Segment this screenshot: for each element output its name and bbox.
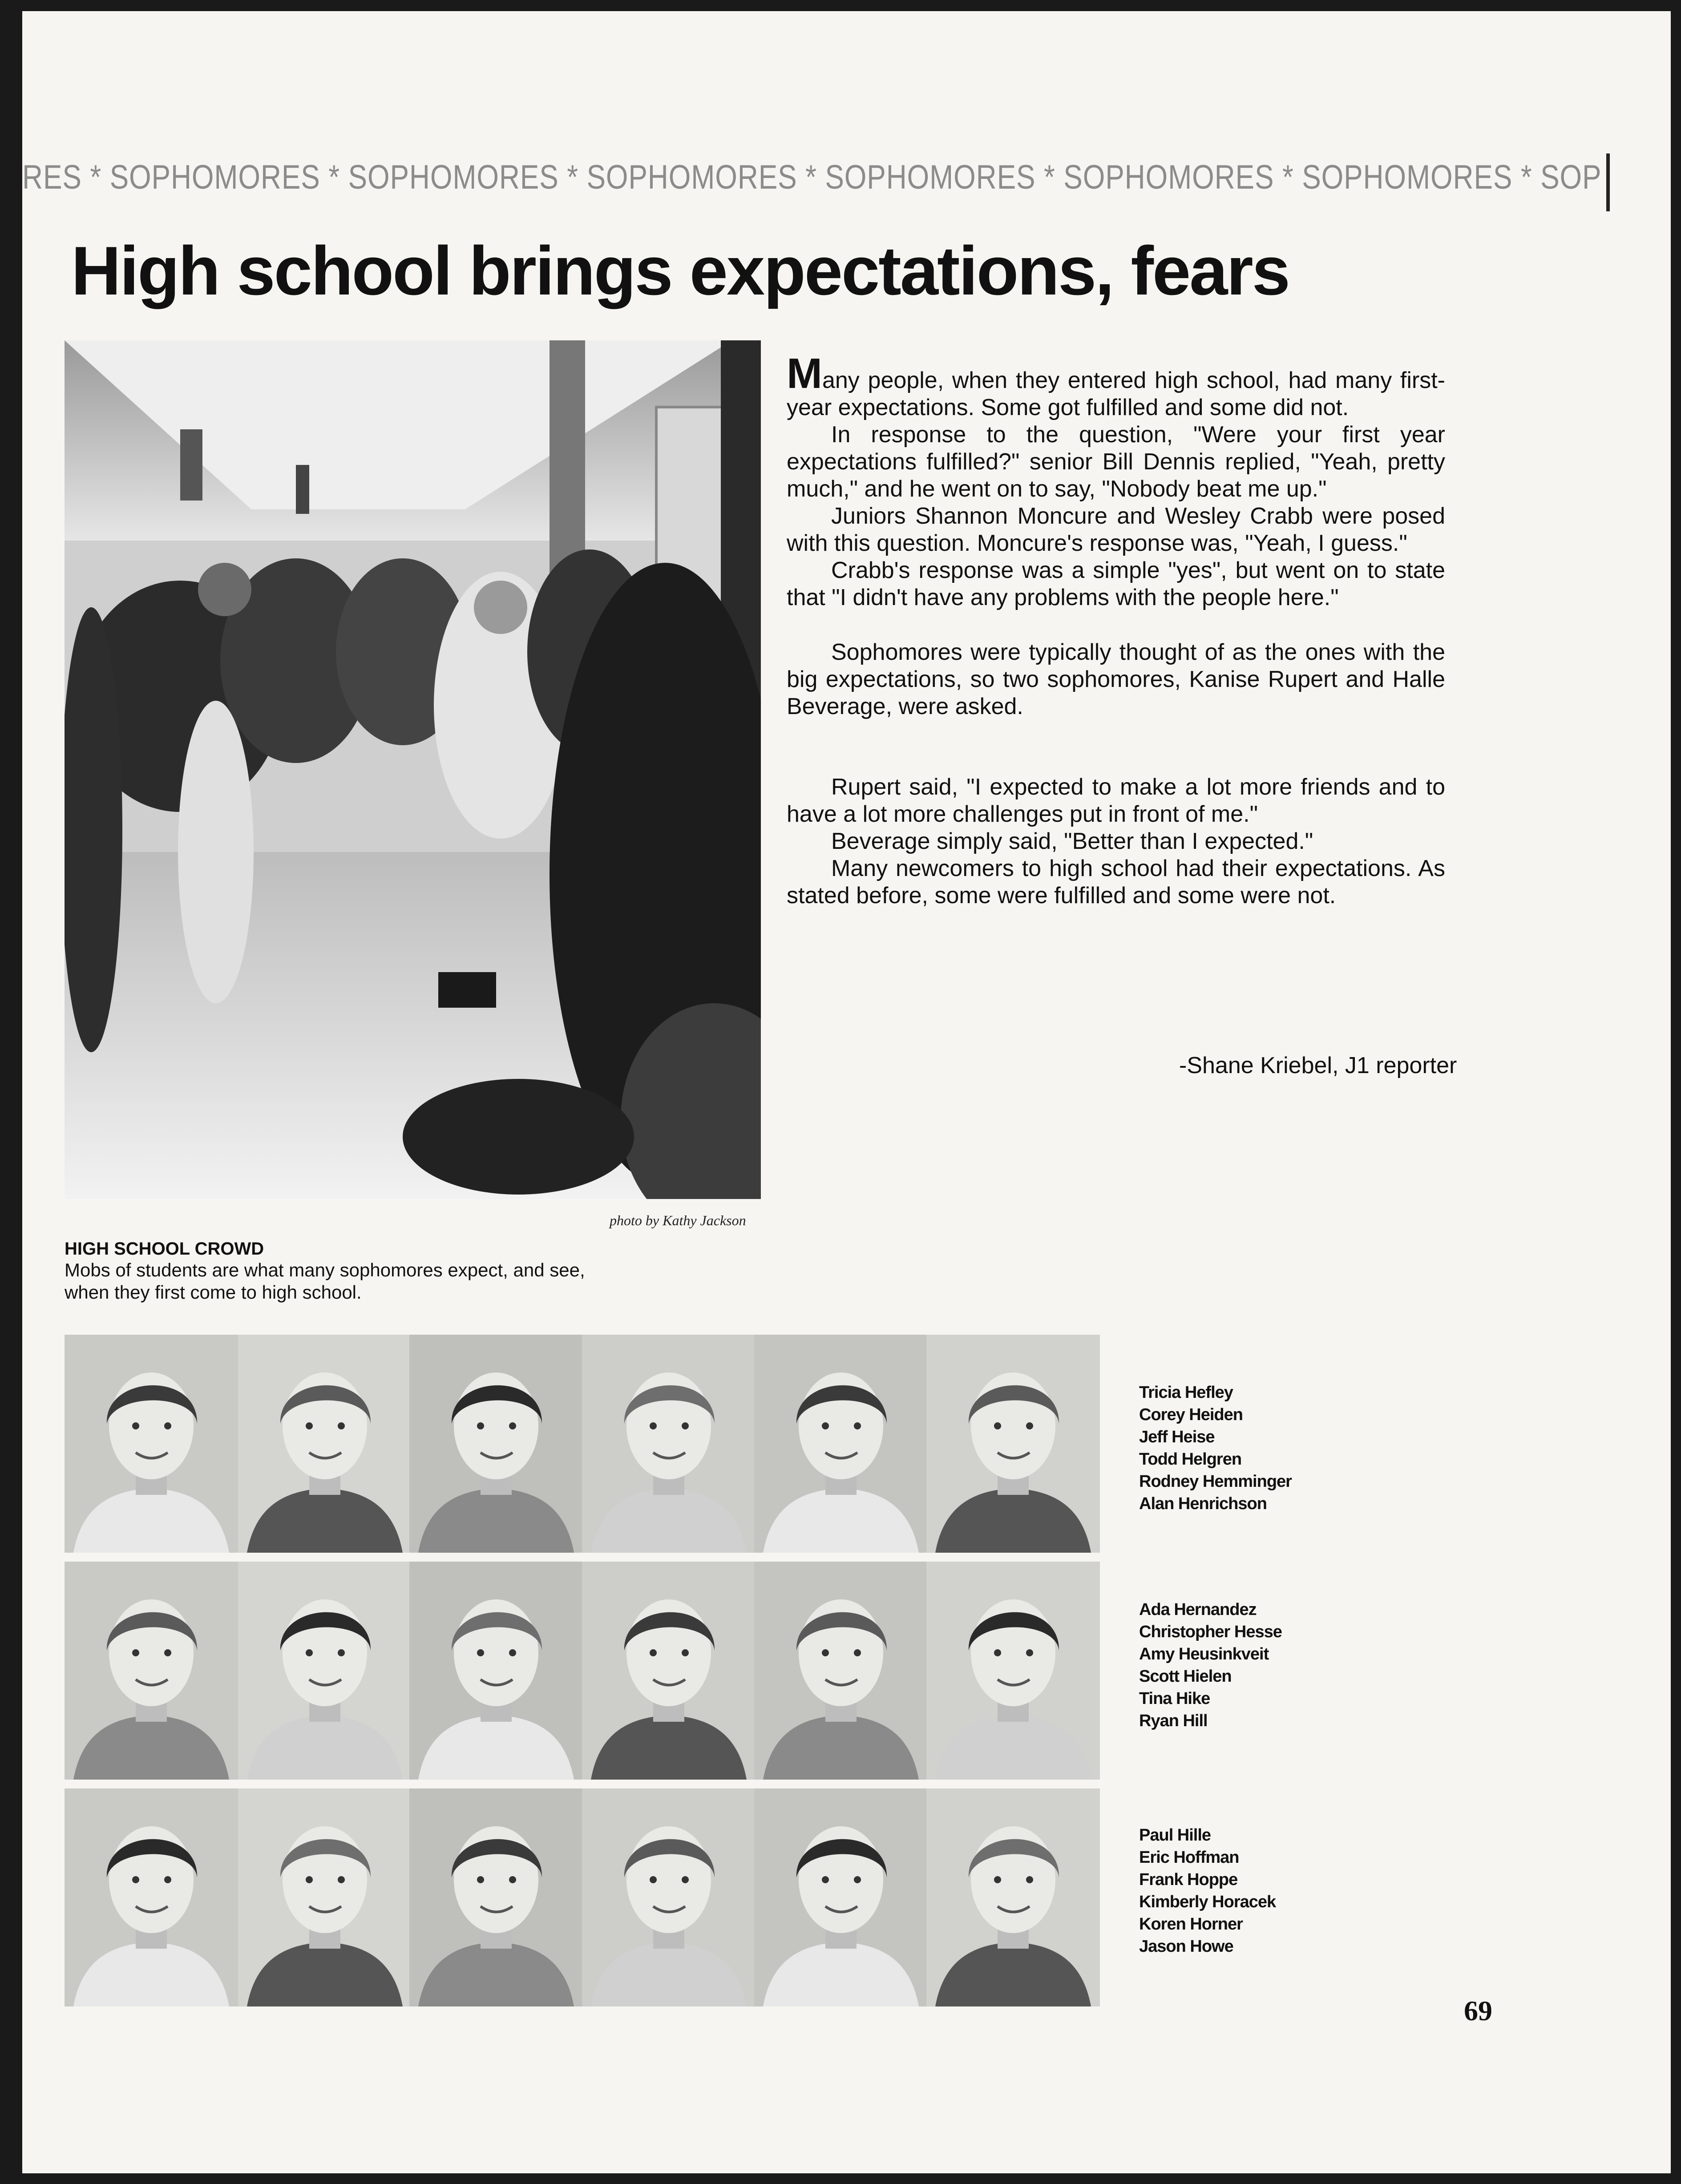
student-name: Christopher Hesse — [1139, 1623, 1282, 1641]
student-portrait — [238, 1562, 412, 1780]
page-number: 69 — [1464, 1995, 1492, 2027]
student-portrait — [65, 1788, 238, 2006]
student-name: Amy Heusinkveit — [1139, 1645, 1269, 1663]
banner-edge-rule — [1606, 153, 1610, 211]
drop-cap: M — [787, 350, 822, 397]
hallway-crowd-photo — [65, 340, 761, 1199]
name-list-row-1 — [1139, 1381, 1292, 1515]
student-name: Kimberly Horacek — [1139, 1893, 1276, 1911]
student-portrait — [65, 1562, 238, 1780]
student-name: Tricia Hefley — [1139, 1383, 1233, 1402]
student-name: Jeff Heise — [1139, 1428, 1215, 1446]
page-headline: High school brings expectations, fears — [71, 232, 1289, 309]
section-banner: RES * SOPHOMORES * SOPHOMORES * SOPHOMORES * SOPHOMORES * SOPHOMORES * SOPHOMORES * SOP — [22, 158, 1602, 196]
student-name: Eric Hoffman — [1139, 1848, 1239, 1867]
caption-text: Mobs of students are what many sophomores expect, and see, when they first come to high school. — [65, 1260, 585, 1303]
yearbook-page — [22, 11, 1671, 2173]
student-name: Todd Helgren — [1139, 1450, 1242, 1469]
student-portrait — [926, 1562, 1100, 1780]
student-portrait — [754, 1562, 928, 1780]
student-name: Koren Horner — [1139, 1915, 1243, 1934]
student-portrait — [65, 1335, 238, 1553]
student-portrait — [926, 1788, 1100, 2006]
student-portrait — [582, 1335, 756, 1553]
photo-caption — [65, 1239, 621, 1304]
student-portrait — [754, 1335, 928, 1553]
student-name: Alan Henrichson — [1139, 1494, 1267, 1513]
student-name: Scott Hielen — [1139, 1667, 1232, 1686]
article-paragraph: In response to the question, "Were your first year expectations fulfilled?" senior Bill Dennis replied, "Yeah, pretty much," and he went on to say, "Nobody beat me up." — [787, 422, 1445, 502]
student-name: Ada Hernandez — [1139, 1600, 1257, 1619]
student-portrait — [409, 1335, 583, 1553]
student-name: Frank Hoppe — [1139, 1870, 1238, 1889]
student-portrait — [582, 1562, 756, 1780]
student-name: Jason Howe — [1139, 1937, 1233, 1956]
article-paragraph: Beverage simply said, "Better than I expected." — [831, 828, 1313, 854]
caption-title: HIGH SCHOOL CROWD — [65, 1239, 264, 1259]
article-paragraph: Crabb's response was a simple "yes", but went on to state that "I didn't have any problems with the people here." — [787, 557, 1445, 610]
student-portrait — [409, 1562, 583, 1780]
student-portrait — [238, 1335, 412, 1553]
article-paragraph: Rupert said, "I expected to make a lot more friends and to have a lot more challenges put in front of me." — [787, 774, 1445, 827]
student-portrait — [754, 1788, 928, 2006]
photo-credit: photo by Kathy Jackson — [610, 1212, 746, 1228]
student-portrait — [582, 1788, 756, 2006]
paragraph-text: any people, when they entered high school, had many first-year expectations. Some got fulfilled and some did not. — [787, 367, 1445, 420]
article-byline: -Shane Kriebel, J1 reporter — [1179, 1053, 1457, 1078]
student-name: Corey Heiden — [1139, 1405, 1243, 1424]
student-name: Ryan Hill — [1139, 1712, 1208, 1730]
student-name: Rodney Hemminger — [1139, 1472, 1292, 1491]
article-paragraph — [787, 350, 1445, 421]
name-list-row-2 — [1139, 1599, 1282, 1732]
student-portrait — [238, 1788, 412, 2006]
student-name: Paul Hille — [1139, 1826, 1211, 1845]
student-name: Tina Hike — [1139, 1689, 1210, 1708]
article-paragraph: Many newcomers to high school had their expectations. As stated before, some were fulfilled and some were not. — [787, 856, 1445, 908]
article-paragraph: Juniors Shannon Moncure and Wesley Crabb were posed with this question. Moncure's response was, "Yeah, I guess." — [787, 503, 1445, 556]
article-paragraph: Sophomores were typically thought of as the ones with the big expectations, so two sophomores, Kanise Rupert and Halle Beverage, were asked. — [787, 639, 1445, 719]
student-portrait — [409, 1788, 583, 2006]
article-body — [787, 350, 1445, 909]
name-list-row-3 — [1139, 1824, 1276, 1958]
student-portrait — [926, 1335, 1100, 1553]
